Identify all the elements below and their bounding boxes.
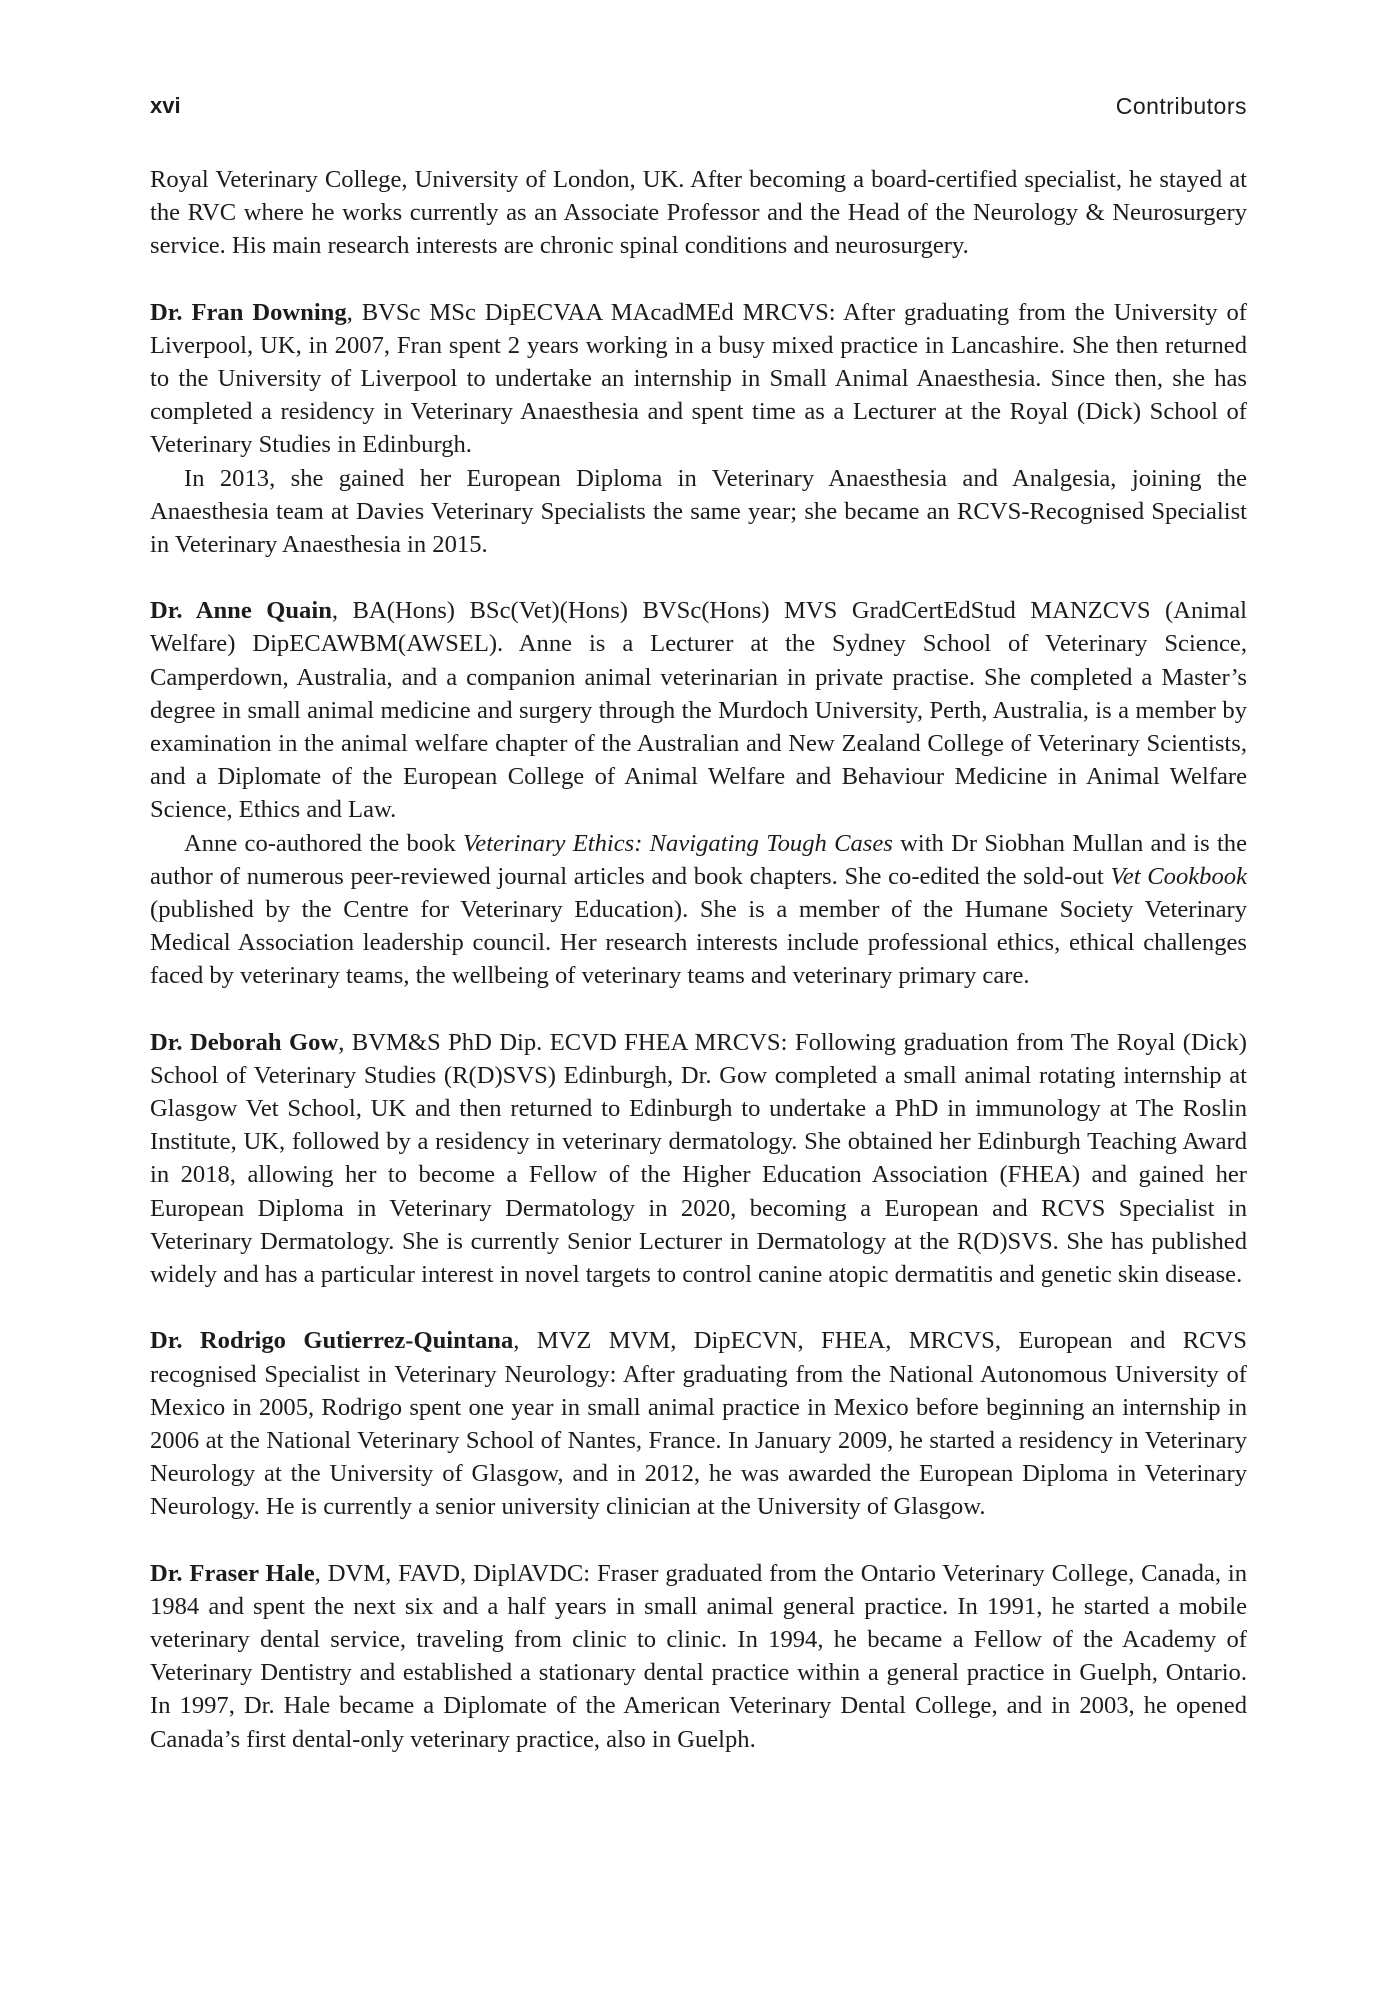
page-number: xvi [150, 93, 181, 118]
contributor-bio: , BA(Hons) BSc(Vet)(Hons) BVSc(Hons) MVS GradCertEdStud MANZCVS (Animal Welfare) DipECAWBM(AWSEL). Anne is a Lecturer at the Sydney School of Veterinary Science, Camperdown, Australia, and a companion animal veterinarian in private practise. She completed a Master’s degree in small animal medicine and surgery through the Murdoch University, Perth, Australia, is a member by examination in the animal welfare chapter of the Australian and New Zealand College of Veterinary Scientists, and a Diplomate of the European College of Animal Welfare and Behaviour Medicine in Animal Welfare Science, Ethics and Law. [150, 597, 1248, 824]
bio-text: (published by the Centre for Veterinary Education). She is a member of the Humane Society Veterinary Medical Association leadership council. Her research interests include professional ethics, ethical challenges faced by veterinary teams, the wellbeing of veterinary teams and veterinary primary care. [150, 896, 1247, 990]
contributors-text [150, 163, 1247, 1756]
bio-text: with Dr Siobhan Mullan and is the author of numerous peer-reviewed journal articles and book chapters. She co-edited the sold-out [150, 829, 1247, 890]
contributor-bio-paragraph: In 2013, she gained her European Diploma in Veterinary Anaesthesia and Analgesia, joining the Anaesthesia team at Davies Veterinary Specialists the same year; she became an RCVS-Recognised Specialist in Veterinary Anaesthesia in 2015. [150, 464, 1247, 559]
contributor-name: Dr. Fraser Hale [150, 1559, 315, 1587]
contributor-entry-gow [150, 1026, 1247, 1292]
contributor-name: Dr. Anne Quain [150, 597, 332, 625]
contributor-bio: , BVSc MSc DipECVAA MAcadMEd MRCVS: After graduating from the University of Liverpool, UK, in 2007, Fran spent 2 years working in a busy mixed practice in Lancashire. She then returned to the University of Liverpool to undertake an internship in Small Animal Anaesthesia. Since then, she has completed a residency in Veterinary Anaesthesia and spent time as a Lecturer at the Royal (Dick) School of Veterinary Studies in Edinburgh. [150, 298, 1247, 459]
contributor-bio: , MVZ MVM, DipECVN, FHEA, MRCVS, European and RCVS recognised Specialist in Veterinary Neurology: After graduating from the National Autonomous University of Mexico in 2005, Rodrigo spent one year in small animal practice in Mexico before beginning an internship in 2006 at the National Veterinary School of Nantes, France. In January 2009, he started a residency in Veterinary Neurology at the University of Glasgow, and in 2012, he was awarded the European Diploma in Veterinary Neurology. He is currently a senior university clinician at the University of Glasgow. [150, 1327, 1247, 1521]
book-title: Vet Cookbook [1110, 862, 1247, 890]
contributor-name: Dr. Rodrigo Gutierrez-Quintana [150, 1327, 514, 1355]
contributor-name: Dr. Fran Downing [150, 298, 347, 326]
book-title: Veterinary Ethics: Navigating Tough Cases [463, 829, 893, 857]
continuation-paragraph: Royal Veterinary College, University of London, UK. After becoming a board-certified specialist, he stayed at the RVC where he works currently as an Associate Professor and the Head of the Neurology & Neurosurgery service. His main research interests are chronic spinal conditions and neurosurgery. [150, 166, 1247, 260]
contributor-bio: , BVM&S PhD Dip. ECVD FHEA MRCVS: Following graduation from The Royal (Dick) School of Veterinary Studies (R(D)SVS) Edinburgh, Dr. Gow completed a small animal rotating internship at Glasgow Vet School, UK and then returned to Edinburgh to undertake a PhD in immunology at The Roslin Institute, UK, followed by a residency in veterinary dermatology. She obtained her Edinburgh Teaching Award in 2018, allowing her to become a Fellow of the Higher Education Association (FHEA) and gained her European Diploma in Veterinary Dermatology in 2020, becoming a European and RCVS Specialist in Veterinary Dermatology. She is currently Senior Lecturer in Dermatology at the R(D)SVS. She has published widely and has a particular interest in novel targets to control canine atopic dermatitis and genetic skin disease. [150, 1028, 1247, 1289]
contributor-name: Dr. Deborah Gow [150, 1028, 339, 1056]
contributor-entry-downing [150, 296, 1247, 462]
bio-text: Anne co-authored the book [184, 829, 464, 857]
contributor-entry-hale [150, 1557, 1247, 1756]
contributor-entry-gutierrez-quintana [150, 1324, 1247, 1523]
page-header [150, 93, 1247, 123]
contributor-entry-quain [150, 594, 1247, 826]
contributor-bio: , DVM, FAVD, DiplAVDC: Fraser graduated from the Ontario Veterinary College, Canada, in 1984 and spent the next six and a half years in small animal general practice. In 1991, he started a mobile veterinary dental service, traveling from clinic to clinic. In 1994, he became a Fellow of the Academy of Veterinary Dentistry and established a stationary dental practice within a general practice in Guelph, Ontario. In 1997, Dr. Hale became a Diplomate of the American Veterinary Dental College, and in 2003, he opened Canada’s first dental-only veterinary practice, also in Guelph. [150, 1559, 1247, 1753]
contributor-bio-paragraph [150, 827, 1247, 993]
running-head: Contributors [1115, 93, 1247, 119]
